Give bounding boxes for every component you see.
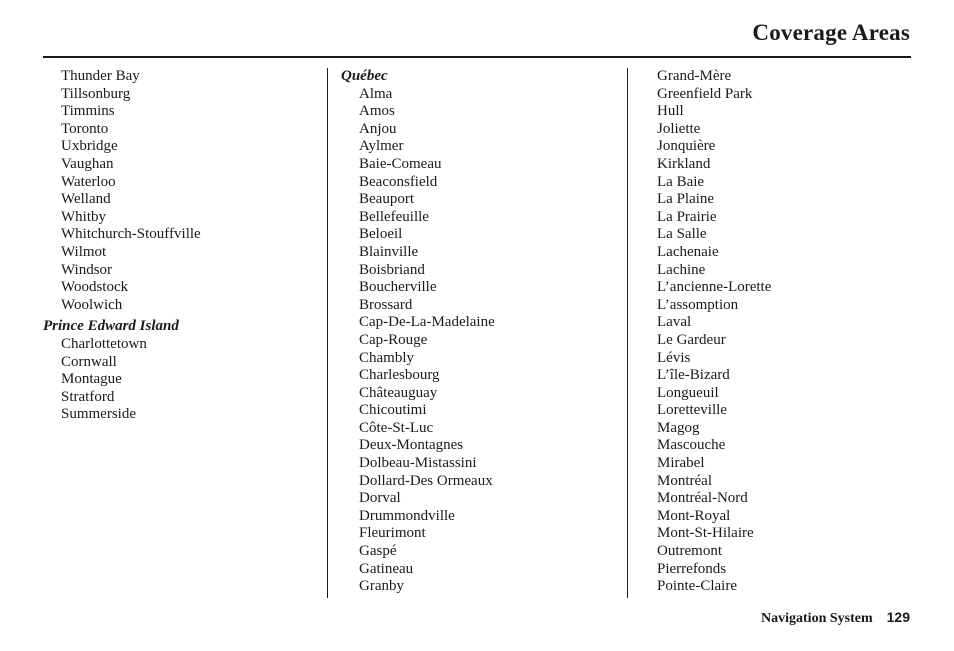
city-list-item: Baie-Comeau	[359, 155, 442, 172]
city-list-item: Beauport	[359, 191, 414, 208]
city-list-item: La Plaine	[657, 191, 715, 208]
city-list-item: Anjou	[359, 120, 397, 137]
city-list-item: Welland	[61, 191, 111, 208]
city-list-item: Côte-St-Luc	[359, 419, 434, 436]
city-list-item: Alma	[359, 85, 393, 102]
city-list-item: Thunder Bay	[61, 68, 140, 84]
city-list-item: Gatineau	[359, 560, 414, 577]
city-list-item: Grand-Mère	[657, 68, 732, 84]
city-list-item: Stratford	[61, 388, 115, 405]
city-list-item: Charlesbourg	[359, 367, 440, 384]
city-list-item: Chambly	[359, 349, 414, 366]
city-list-item: Wilmot	[61, 243, 107, 260]
city-list-item: Whitchurch-Stouffville	[61, 226, 201, 243]
city-list-item: Longueuil	[657, 384, 719, 401]
city-list-item: Timmins	[61, 103, 115, 120]
city-list-item: Vaughan	[61, 155, 114, 172]
city-list-item: Whitby	[61, 208, 106, 225]
city-list-item: L’ancienne-Lorette	[657, 279, 772, 296]
city-list-item: Magog	[657, 419, 700, 436]
city-list-item: Lévis	[657, 349, 691, 366]
city-list-item: Windsor	[61, 261, 113, 278]
city-list-item: Gaspé	[359, 543, 397, 560]
city-list-item: Waterloo	[61, 173, 116, 190]
region-heading: Québec	[341, 68, 388, 84]
title-rule	[43, 56, 911, 58]
city-list-item: Fleurimont	[359, 525, 426, 542]
city-list-item: Lachenaie	[657, 243, 719, 260]
city-list-item: Chicoutimi	[359, 402, 427, 419]
region-heading: Prince Edward Island	[43, 318, 179, 335]
city-list-item: La Baie	[657, 173, 705, 190]
column-divider	[627, 68, 628, 598]
city-list-item: Loretteville	[657, 402, 727, 419]
city-list-item: Mirabel	[657, 455, 705, 472]
city-list-item: Greenfield Park	[657, 85, 753, 102]
coverage-column-3	[639, 68, 909, 596]
city-list-item: Woodstock	[61, 279, 129, 296]
city-list-item: Cornwall	[61, 353, 117, 370]
city-list-item: Mont-St-Hilaire	[657, 525, 754, 542]
city-list-item: Joliette	[657, 120, 701, 137]
city-list-item: Kirkland	[657, 155, 711, 172]
footer-label: Navigation System	[761, 611, 873, 626]
city-list-item: Beaconsfield	[359, 173, 438, 190]
city-list-item: Montréal-Nord	[657, 490, 748, 507]
city-list-item: Granby	[359, 578, 404, 595]
city-list-item: Cap-Rouge	[359, 331, 428, 348]
city-list-item: L’assomption	[657, 296, 739, 313]
coverage-column-1	[43, 68, 313, 424]
page-footer	[761, 609, 910, 627]
city-list-item: Cap-De-La-Madelaine	[359, 314, 495, 331]
city-list-item: Boucherville	[359, 279, 437, 296]
city-list-item: Tillsonburg	[61, 85, 131, 102]
city-list-item: Mascouche	[657, 437, 726, 454]
city-list-item: Deux-Montagnes	[359, 437, 464, 454]
city-list-item: L’île-Bizard	[657, 367, 730, 384]
city-list-item: Aylmer	[359, 138, 404, 155]
city-list-item: Lachine	[657, 261, 706, 278]
city-list-item: Uxbridge	[61, 138, 118, 155]
page-title: Coverage Areas	[752, 20, 910, 45]
city-list-item: Blainville	[359, 243, 419, 260]
city-list-item: Hull	[657, 103, 684, 120]
city-list-item: Dolbeau-Mistassini	[359, 455, 477, 472]
city-list-item: Mont-Royal	[657, 507, 731, 524]
page-number: 129	[886, 609, 910, 625]
city-list-item: Bellefeuille	[359, 208, 429, 225]
city-list-item: Le Gardeur	[657, 331, 726, 348]
city-list-item: Charlottetown	[61, 335, 147, 352]
city-list-item: Woolwich	[61, 296, 123, 313]
column-divider	[327, 68, 328, 598]
city-list-item: Montague	[61, 371, 122, 388]
city-list-item: Boisbriand	[359, 261, 425, 278]
coverage-column-2	[341, 68, 611, 596]
city-list-item: Laval	[657, 314, 692, 331]
city-list-item: Summerside	[61, 406, 136, 423]
city-list-item: Montréal	[657, 472, 712, 489]
city-list-item: La Salle	[657, 226, 707, 243]
city-list-item: Amos	[359, 103, 395, 120]
city-list-item: Toronto	[61, 120, 109, 137]
city-list-item: Châteauguay	[359, 384, 438, 401]
city-list-item: Beloeil	[359, 226, 403, 243]
city-list-item: Dollard-Des Ormeaux	[359, 472, 493, 489]
city-list-item: La Prairie	[657, 208, 717, 225]
city-list-item: Pierrefonds	[657, 560, 727, 577]
city-list-item: Jonquière	[657, 138, 716, 155]
city-list-item: Drummondville	[359, 507, 455, 524]
city-list-item: Dorval	[359, 490, 401, 507]
city-list-item: Pointe-Claire	[657, 578, 737, 595]
city-list-item: Outremont	[657, 543, 722, 560]
city-list-item: Brossard	[359, 296, 413, 313]
